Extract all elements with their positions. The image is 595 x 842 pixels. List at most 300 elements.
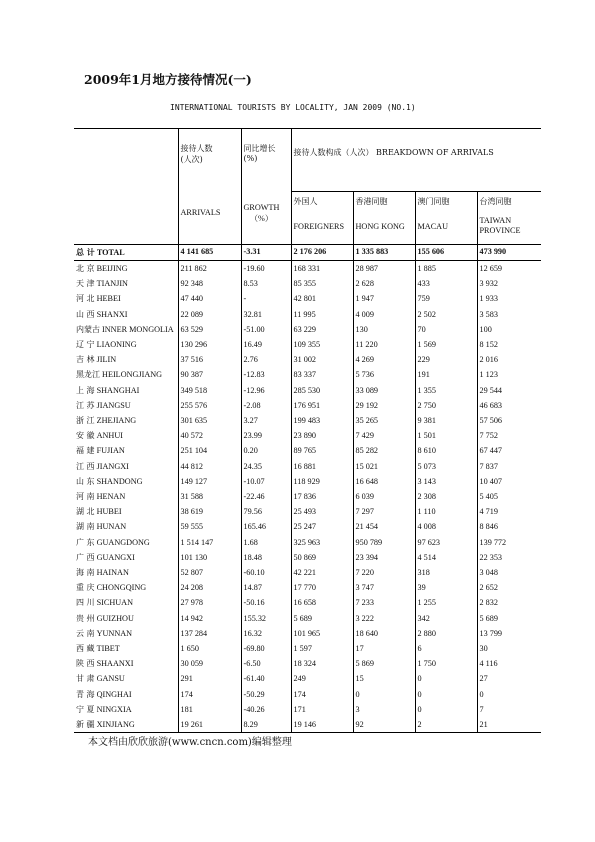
hk-cell: 28 987 bbox=[353, 261, 415, 277]
arrivals-cn-label: 接待人数 (人次) bbox=[180, 144, 213, 164]
locality-en: INNER MONGOLIA bbox=[102, 324, 174, 334]
locality-cn: 宁 夏 bbox=[76, 704, 95, 714]
arrivals-cell: 1 650 bbox=[178, 641, 241, 656]
locality-cell bbox=[74, 489, 178, 504]
arrivals-cell: 1 514 147 bbox=[178, 535, 241, 550]
hk-cell: 16 648 bbox=[353, 474, 415, 489]
growth-cell: 23.99 bbox=[241, 428, 291, 443]
arrivals-table bbox=[74, 128, 541, 733]
growth-cell: 79.56 bbox=[241, 504, 291, 519]
table-row bbox=[74, 580, 541, 595]
locality-cn: 湖 南 bbox=[76, 522, 95, 532]
taiwan-cell: 13 799 bbox=[477, 626, 541, 641]
table-row bbox=[74, 428, 541, 443]
hk-cell: 85 282 bbox=[353, 443, 415, 458]
foreigners-cell: 18 324 bbox=[291, 656, 353, 671]
table-row bbox=[74, 261, 541, 277]
macau-cell: 1 569 bbox=[415, 337, 477, 352]
macau-cell: 2 308 bbox=[415, 489, 477, 504]
growth-cell: -12.83 bbox=[241, 367, 291, 382]
taiwan-cell: 29 544 bbox=[477, 383, 541, 398]
table-row bbox=[74, 565, 541, 580]
table-row bbox=[74, 337, 541, 352]
locality-en: JIANGXI bbox=[96, 461, 129, 471]
foreigners-cell: 17 770 bbox=[291, 580, 353, 595]
macau-cell: 5 073 bbox=[415, 459, 477, 474]
header-foreigners-en bbox=[291, 222, 353, 245]
header-taiwan-en bbox=[477, 216, 541, 245]
growth-cell: 8.53 bbox=[241, 276, 291, 291]
taiwan-cell: 3 583 bbox=[477, 307, 541, 322]
locality-cn: 山 西 bbox=[76, 309, 95, 319]
arrivals-cell: 30 059 bbox=[178, 656, 241, 671]
locality-cell bbox=[74, 702, 178, 717]
locality-en: SHANGHAI bbox=[96, 385, 140, 395]
locality-cn: 福 建 bbox=[76, 446, 95, 456]
locality-en: SICHUAN bbox=[96, 598, 133, 608]
growth-cell: -61.40 bbox=[241, 671, 291, 686]
hk-cell: 7 429 bbox=[353, 428, 415, 443]
table-row bbox=[74, 687, 541, 702]
table-row bbox=[74, 352, 541, 367]
locality-cell bbox=[74, 504, 178, 519]
foreigners-en-label: FOREIGNERS bbox=[293, 222, 344, 231]
foreigners-cell: 174 bbox=[291, 687, 353, 702]
taiwan-cell: 7 837 bbox=[477, 459, 541, 474]
growth-cell: 8.29 bbox=[241, 717, 291, 733]
macau-cell: 1 110 bbox=[415, 504, 477, 519]
macau-cell: 342 bbox=[415, 611, 477, 626]
locality-en: HENAN bbox=[96, 492, 126, 502]
header-arrivals-gap bbox=[178, 192, 241, 223]
arrivals-cell: 255 576 bbox=[178, 398, 241, 413]
header-macau-en bbox=[415, 222, 477, 245]
arrivals-cell: 174 bbox=[178, 687, 241, 702]
page-title: 2009年1月地方接待情况(一) bbox=[84, 72, 252, 87]
taiwan-cell: 21 bbox=[477, 717, 541, 733]
macau-cell: 70 bbox=[415, 322, 477, 337]
locality-en: YUNNAN bbox=[96, 628, 133, 638]
arrivals-cell: 63 529 bbox=[178, 322, 241, 337]
total-foreigners: 2 176 206 bbox=[291, 245, 353, 261]
locality-en: JILIN bbox=[96, 355, 117, 365]
locality-en: TIBET bbox=[96, 644, 120, 654]
hk-cell: 4 269 bbox=[353, 352, 415, 367]
locality-cn: 湖 北 bbox=[76, 507, 95, 517]
hk-cell: 5 736 bbox=[353, 367, 415, 382]
foreigners-cell: 249 bbox=[291, 671, 353, 686]
locality-cell bbox=[74, 428, 178, 443]
locality-cell bbox=[74, 717, 178, 733]
locality-en: SHANXI bbox=[96, 309, 128, 319]
macau-cell: 39 bbox=[415, 580, 477, 595]
growth-cell: 14.87 bbox=[241, 580, 291, 595]
taiwan-cell: 46 683 bbox=[477, 398, 541, 413]
growth-cell: 2.76 bbox=[241, 352, 291, 367]
total-growth: -3.31 bbox=[241, 245, 291, 261]
taiwan-cell: 3 048 bbox=[477, 565, 541, 580]
foreigners-cell: 23 890 bbox=[291, 428, 353, 443]
locality-cn: 安 徽 bbox=[76, 431, 95, 441]
foreigners-cell: 118 929 bbox=[291, 474, 353, 489]
locality-en: QINGHAI bbox=[96, 689, 132, 699]
locality-cell bbox=[74, 307, 178, 322]
hk-cell: 3 222 bbox=[353, 611, 415, 626]
locality-cn: 甘 肃 bbox=[76, 674, 95, 684]
locality-cn: 陕 西 bbox=[76, 659, 95, 669]
total-arrivals: 4 141 685 bbox=[178, 245, 241, 261]
table-row bbox=[74, 383, 541, 398]
taiwan-cell: 4 719 bbox=[477, 504, 541, 519]
foreigners-cell: 16 658 bbox=[291, 595, 353, 610]
growth-cell: -12.96 bbox=[241, 383, 291, 398]
foreigners-cell: 5 689 bbox=[291, 611, 353, 626]
macau-cell: 9 381 bbox=[415, 413, 477, 428]
locality-en: NINGXIA bbox=[96, 704, 132, 714]
foreigners-cell: 31 002 bbox=[291, 352, 353, 367]
hk-cell: 17 bbox=[353, 641, 415, 656]
locality-en: GUANGDONG bbox=[96, 537, 150, 547]
header-hk-cn bbox=[353, 192, 415, 223]
locality-cn: 山 东 bbox=[76, 476, 95, 486]
taiwan-cell: 2 832 bbox=[477, 595, 541, 610]
locality-cell bbox=[74, 671, 178, 686]
macau-cell: 2 bbox=[415, 717, 477, 733]
growth-cell: 155.32 bbox=[241, 611, 291, 626]
table-row bbox=[74, 717, 541, 733]
taiwan-cell: 139 772 bbox=[477, 535, 541, 550]
foreigners-cell: 63 229 bbox=[291, 322, 353, 337]
taiwan-cell: 12 659 bbox=[477, 261, 541, 277]
locality-cell bbox=[74, 626, 178, 641]
arrivals-cell: 14 942 bbox=[178, 611, 241, 626]
header-arrivals-cn bbox=[178, 129, 241, 192]
locality-cell bbox=[74, 687, 178, 702]
locality-cn: 新 疆 bbox=[76, 720, 95, 730]
growth-cell: 16.49 bbox=[241, 337, 291, 352]
locality-cn: 河 北 bbox=[76, 294, 95, 304]
growth-cell: 3.27 bbox=[241, 413, 291, 428]
foreigners-cell: 109 355 bbox=[291, 337, 353, 352]
table-row bbox=[74, 626, 541, 641]
locality-cn: 广 东 bbox=[76, 537, 95, 547]
locality-cn: 广 西 bbox=[76, 552, 95, 562]
total-row bbox=[74, 245, 541, 261]
table-row bbox=[74, 702, 541, 717]
total-macau: 155 606 bbox=[415, 245, 477, 261]
locality-cell bbox=[74, 580, 178, 595]
taiwan-cell: 67 447 bbox=[477, 443, 541, 458]
macau-en-label: MACAU bbox=[417, 222, 448, 231]
header-growth-cn bbox=[241, 129, 291, 192]
foreigners-cell: 85 355 bbox=[291, 276, 353, 291]
total-hk: 1 335 883 bbox=[353, 245, 415, 261]
header-locality-cell bbox=[74, 129, 178, 192]
growth-cell: 24.35 bbox=[241, 459, 291, 474]
macau-cell: 0 bbox=[415, 687, 477, 702]
header-growth-en bbox=[241, 203, 291, 245]
taiwan-cell: 22 353 bbox=[477, 550, 541, 565]
locality-cn: 河 南 bbox=[76, 492, 95, 502]
locality-cn: 北 京 bbox=[76, 264, 95, 273]
growth-cell: -60.10 bbox=[241, 565, 291, 580]
header-breakdown bbox=[291, 129, 541, 192]
hk-cell: 33 089 bbox=[353, 383, 415, 398]
macau-cell: 191 bbox=[415, 367, 477, 382]
hk-cell: 4 009 bbox=[353, 307, 415, 322]
macau-cell: 2 502 bbox=[415, 307, 477, 322]
macau-cell: 2 880 bbox=[415, 626, 477, 641]
foreigners-cell: 176 951 bbox=[291, 398, 353, 413]
locality-cell bbox=[74, 367, 178, 382]
arrivals-en-label: ARRIVALS bbox=[180, 208, 221, 217]
arrivals-cell: 37 516 bbox=[178, 352, 241, 367]
arrivals-cell: 90 387 bbox=[178, 367, 241, 382]
table-row bbox=[74, 276, 541, 291]
hk-cell: 6 039 bbox=[353, 489, 415, 504]
total-locality bbox=[74, 245, 178, 261]
hk-cell: 5 869 bbox=[353, 656, 415, 671]
growth-cell: -10.07 bbox=[241, 474, 291, 489]
table-row bbox=[74, 535, 541, 550]
growth-cell: 18.48 bbox=[241, 550, 291, 565]
locality-cn: 江 苏 bbox=[76, 400, 95, 410]
locality-cell bbox=[74, 398, 178, 413]
arrivals-cell: 92 348 bbox=[178, 276, 241, 291]
arrivals-cell: 38 619 bbox=[178, 504, 241, 519]
locality-en: FUJIAN bbox=[96, 446, 125, 456]
foreigners-cell: 1 597 bbox=[291, 641, 353, 656]
growth-cell: -40.26 bbox=[241, 702, 291, 717]
arrivals-cell: 59 555 bbox=[178, 519, 241, 534]
table-row bbox=[74, 291, 541, 306]
hk-cell: 11 220 bbox=[353, 337, 415, 352]
taiwan-cell: 1 933 bbox=[477, 291, 541, 306]
growth-cell: -6.50 bbox=[241, 656, 291, 671]
hk-cell: 15 bbox=[353, 671, 415, 686]
locality-cn: 吉 林 bbox=[76, 355, 95, 365]
hk-cell: 21 454 bbox=[353, 519, 415, 534]
locality-en: SHAANXI bbox=[96, 659, 134, 669]
hk-cell: 1 947 bbox=[353, 291, 415, 306]
locality-cn: 西 藏 bbox=[76, 644, 95, 654]
growth-cell: -2.08 bbox=[241, 398, 291, 413]
total-en: TOTAL bbox=[96, 248, 125, 257]
locality-cn: 重 庆 bbox=[76, 583, 95, 593]
arrivals-cell: 349 518 bbox=[178, 383, 241, 398]
taiwan-cell: 7 752 bbox=[477, 428, 541, 443]
locality-cell bbox=[74, 656, 178, 671]
total-taiwan: 473 990 bbox=[477, 245, 541, 261]
taiwan-cell: 5 689 bbox=[477, 611, 541, 626]
locality-en: HUBEI bbox=[96, 507, 122, 517]
table-row bbox=[74, 671, 541, 686]
foreigners-cell: 17 836 bbox=[291, 489, 353, 504]
growth-cell: 0.20 bbox=[241, 443, 291, 458]
foreigners-cell: 42 221 bbox=[291, 565, 353, 580]
macau-cell: 318 bbox=[415, 565, 477, 580]
foreigners-cell: 199 483 bbox=[291, 413, 353, 428]
macau-cell: 1 885 bbox=[415, 261, 477, 277]
macau-cell: 1 750 bbox=[415, 656, 477, 671]
table-row bbox=[74, 489, 541, 504]
locality-en: SHANDONG bbox=[96, 476, 143, 486]
growth-cell: 32.81 bbox=[241, 307, 291, 322]
foreigners-cell: 168 331 bbox=[291, 261, 353, 277]
taiwan-cell: 8 846 bbox=[477, 519, 541, 534]
taiwan-cn-label: 台湾同胞 bbox=[479, 197, 512, 206]
table-row bbox=[74, 413, 541, 428]
foreigners-cell: 25 493 bbox=[291, 504, 353, 519]
arrivals-cell: 19 261 bbox=[178, 717, 241, 733]
taiwan-cell: 2 652 bbox=[477, 580, 541, 595]
growth-cell: -22.46 bbox=[241, 489, 291, 504]
locality-cell bbox=[74, 443, 178, 458]
foreigners-cell: 171 bbox=[291, 702, 353, 717]
macau-cell: 1 355 bbox=[415, 383, 477, 398]
hk-cell: 92 bbox=[353, 717, 415, 733]
hk-cell: 15 021 bbox=[353, 459, 415, 474]
locality-en: LIAONING bbox=[96, 340, 137, 350]
taiwan-cell: 5 405 bbox=[477, 489, 541, 504]
taiwan-cell: 27 bbox=[477, 671, 541, 686]
locality-cn: 浙 江 bbox=[76, 416, 95, 426]
locality-cell bbox=[74, 276, 178, 291]
locality-cell bbox=[74, 261, 178, 277]
header-arrivals-en bbox=[178, 208, 241, 245]
taiwan-en-label: TAIWAN PROVINCE bbox=[479, 216, 521, 235]
growth-cell: -50.29 bbox=[241, 687, 291, 702]
table-row bbox=[74, 307, 541, 322]
growth-cell: - bbox=[241, 291, 291, 306]
foreigners-cell: 285 530 bbox=[291, 383, 353, 398]
hk-cell: 2 628 bbox=[353, 276, 415, 291]
arrivals-cell: 301 635 bbox=[178, 413, 241, 428]
macau-cn-label: 澳门同胞 bbox=[417, 197, 450, 206]
taiwan-cell: 10 407 bbox=[477, 474, 541, 489]
breakdown-label: 接待人数构成（人次） BREAKDOWN OF ARRIVALS bbox=[293, 148, 494, 157]
foreigners-cell: 50 869 bbox=[291, 550, 353, 565]
locality-cell bbox=[74, 352, 178, 367]
arrivals-cell: 52 807 bbox=[178, 565, 241, 580]
hk-cell: 130 bbox=[353, 322, 415, 337]
macau-cell: 1 501 bbox=[415, 428, 477, 443]
arrivals-cell: 27 978 bbox=[178, 595, 241, 610]
locality-en: ZHEJIANG bbox=[96, 416, 137, 426]
hk-cell: 7 297 bbox=[353, 504, 415, 519]
arrivals-cell: 130 296 bbox=[178, 337, 241, 352]
growth-cell: -19.60 bbox=[241, 261, 291, 277]
arrivals-cell: 40 572 bbox=[178, 428, 241, 443]
locality-cn: 天 津 bbox=[76, 279, 95, 289]
taiwan-cell: 2 016 bbox=[477, 352, 541, 367]
hk-cell: 3 747 bbox=[353, 580, 415, 595]
locality-en: GANSU bbox=[96, 674, 125, 684]
foreigners-cn-label: 外国人 bbox=[293, 197, 318, 206]
macau-cell: 8 610 bbox=[415, 443, 477, 458]
total-cn: 总 计 bbox=[76, 247, 95, 257]
locality-cn: 四 川 bbox=[76, 598, 95, 608]
macau-cell: 2 750 bbox=[415, 398, 477, 413]
growth-cell: -51.00 bbox=[241, 322, 291, 337]
table-row bbox=[74, 443, 541, 458]
locality-cn: 云 南 bbox=[76, 628, 95, 638]
foreigners-cell: 89 765 bbox=[291, 443, 353, 458]
table-row bbox=[74, 641, 541, 656]
locality-cell bbox=[74, 459, 178, 474]
locality-cell bbox=[74, 535, 178, 550]
locality-en: HAINAN bbox=[96, 568, 129, 578]
arrivals-cell: 101 130 bbox=[178, 550, 241, 565]
locality-cn: 江 西 bbox=[76, 461, 95, 471]
table-row bbox=[74, 322, 541, 337]
table-row bbox=[74, 611, 541, 626]
header-empty bbox=[74, 192, 178, 223]
growth-cell: 16.32 bbox=[241, 626, 291, 641]
growth-cell: 165.46 bbox=[241, 519, 291, 534]
locality-cell bbox=[74, 550, 178, 565]
table-row bbox=[74, 519, 541, 534]
growth-en-label: GROWTH （%） bbox=[243, 203, 280, 223]
macau-cell: 759 bbox=[415, 291, 477, 306]
hk-en-label: HONG KONG bbox=[355, 222, 405, 231]
locality-cell bbox=[74, 474, 178, 489]
locality-en: XINJIANG bbox=[96, 720, 135, 730]
arrivals-cell: 181 bbox=[178, 702, 241, 717]
foreigners-cell: 83 337 bbox=[291, 367, 353, 382]
arrivals-cell: 22 089 bbox=[178, 307, 241, 322]
foreigners-cell: 16 881 bbox=[291, 459, 353, 474]
table-row bbox=[74, 550, 541, 565]
hk-cell: 7 220 bbox=[353, 565, 415, 580]
foreigners-cell: 19 146 bbox=[291, 717, 353, 733]
foreigners-cell: 101 965 bbox=[291, 626, 353, 641]
locality-cn: 黑龙江 bbox=[76, 370, 100, 380]
macau-cell: 433 bbox=[415, 276, 477, 291]
header-row-2 bbox=[74, 192, 541, 223]
arrivals-cell: 47 440 bbox=[178, 291, 241, 306]
macau-cell: 0 bbox=[415, 702, 477, 717]
locality-cell bbox=[74, 383, 178, 398]
locality-en: HUNAN bbox=[96, 522, 127, 532]
header-hk-en bbox=[353, 222, 415, 245]
hk-cell: 0 bbox=[353, 687, 415, 702]
locality-en: TIANJIN bbox=[96, 279, 128, 289]
taiwan-cell: 30 bbox=[477, 641, 541, 656]
table-row bbox=[74, 459, 541, 474]
macau-cell: 3 143 bbox=[415, 474, 477, 489]
taiwan-cell: 4 116 bbox=[477, 656, 541, 671]
table-row bbox=[74, 398, 541, 413]
taiwan-cell: 7 bbox=[477, 702, 541, 717]
foreigners-cell: 11 995 bbox=[291, 307, 353, 322]
locality-cell bbox=[74, 291, 178, 306]
macau-cell: 6 bbox=[415, 641, 477, 656]
locality-cell bbox=[74, 519, 178, 534]
locality-en: GUANGXI bbox=[96, 552, 135, 562]
locality-cell bbox=[74, 413, 178, 428]
locality-en: HEILONGJIANG bbox=[102, 370, 163, 380]
locality-cell bbox=[74, 337, 178, 352]
hk-cell: 35 265 bbox=[353, 413, 415, 428]
table-row bbox=[74, 367, 541, 382]
macau-cell: 97 623 bbox=[415, 535, 477, 550]
locality-en: ANHUI bbox=[96, 431, 123, 441]
macau-cell: 4 514 bbox=[415, 550, 477, 565]
arrivals-cell: 137 284 bbox=[178, 626, 241, 641]
locality-en: JIANGSU bbox=[96, 400, 131, 410]
locality-cell bbox=[74, 595, 178, 610]
